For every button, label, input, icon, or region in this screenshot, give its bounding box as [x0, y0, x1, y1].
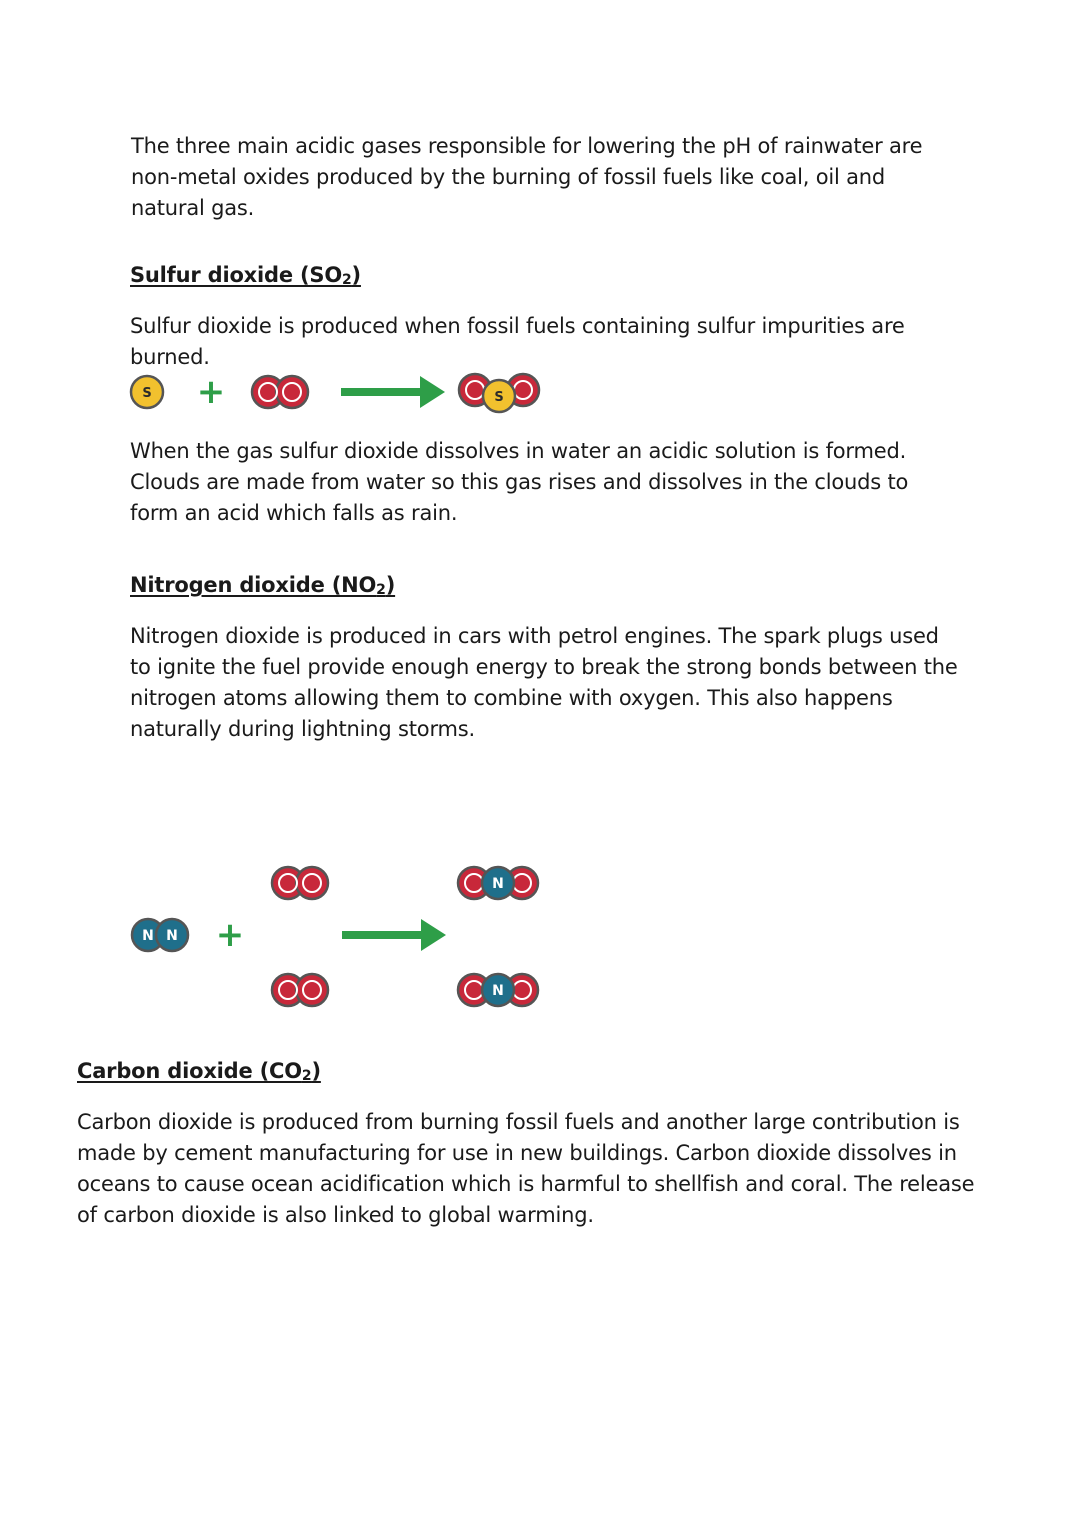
so2-heading-close: ): [351, 263, 361, 287]
reaction-arrow-2: [342, 919, 446, 951]
so2-paragraph-1: Sulfur dioxide is produced when fossil fuels containing sulfur impurities are burned.: [130, 314, 905, 369]
so2-paragraph-2: When the gas sulfur dioxide dissolves in water an acidic solution is formed. Clouds are made from water so this gas rises and dissolves in the clouds to form an acid which falls as rain.: [130, 439, 909, 525]
oxygen-molecule: [252, 376, 308, 408]
no2-heading-text: Nitrogen dioxide (NO: [130, 573, 377, 597]
nitrogen-dioxide-molecule-top: [458, 867, 538, 899]
sulfur-atom-label: S: [142, 386, 152, 401]
so2-reaction-diagram: [125, 370, 555, 416]
so2-heading-text: Sulfur dioxide (SO: [130, 263, 342, 287]
so2-heading-sub: 2: [342, 272, 352, 288]
co2-heading: [77, 1057, 321, 1090]
no2-heading-sub: 2: [376, 582, 386, 598]
nitrogen-dioxide-molecule-bottom: [458, 974, 538, 1006]
no2-heading-close: ): [385, 573, 396, 597]
nitrogen-molecule: [132, 919, 188, 951]
n-label-2: N: [166, 928, 178, 944]
so2-heading: [130, 261, 361, 294]
sulfur-atom: [131, 376, 163, 408]
intro-paragraph: The three main acidic gases responsible for lowering the pH of rainwater are non-metal oxides produced by the burning of fossil fuels like coal, oil and natural gas.: [131, 134, 923, 220]
no2-paragraph: Nitrogen dioxide is produced in cars with petrol engines. The spark plugs used to ignite the fuel provide enough energy to break the strong bonds between the nitrogen atoms allowing them to combine with oxygen. This also happens naturally during lightning storms.: [130, 624, 958, 741]
no2-bottom-n-label: N: [492, 983, 504, 999]
plus-sign-2: +: [215, 915, 245, 955]
so2-sulfur-label: S: [494, 390, 504, 405]
no2-heading: [130, 571, 395, 604]
no2-top-n-label: N: [492, 876, 504, 892]
plus-sign: +: [196, 372, 226, 412]
oxygen-molecule-top: [272, 867, 328, 899]
sulfur-dioxide-molecule: [459, 374, 539, 412]
co2-heading-text: Carbon dioxide (CO: [77, 1059, 302, 1083]
reaction-arrow: [341, 376, 445, 408]
co2-paragraph: Carbon dioxide is produced from burning fossil fuels and another large contribution is made by cement manufacturing for use in new buildings. Carbon dioxide dissolves in oceans to cause ocean acidification which is harmful to shellfish and coral. The release of carbon dioxide is also linked to global warming.: [77, 1110, 975, 1227]
co2-heading-close: ): [311, 1059, 321, 1083]
co2-heading-sub: 2: [301, 1068, 312, 1084]
no2-reaction-diagram: [128, 862, 548, 1010]
oxygen-molecule-bottom: [272, 974, 328, 1006]
n-label-1: N: [142, 928, 154, 944]
